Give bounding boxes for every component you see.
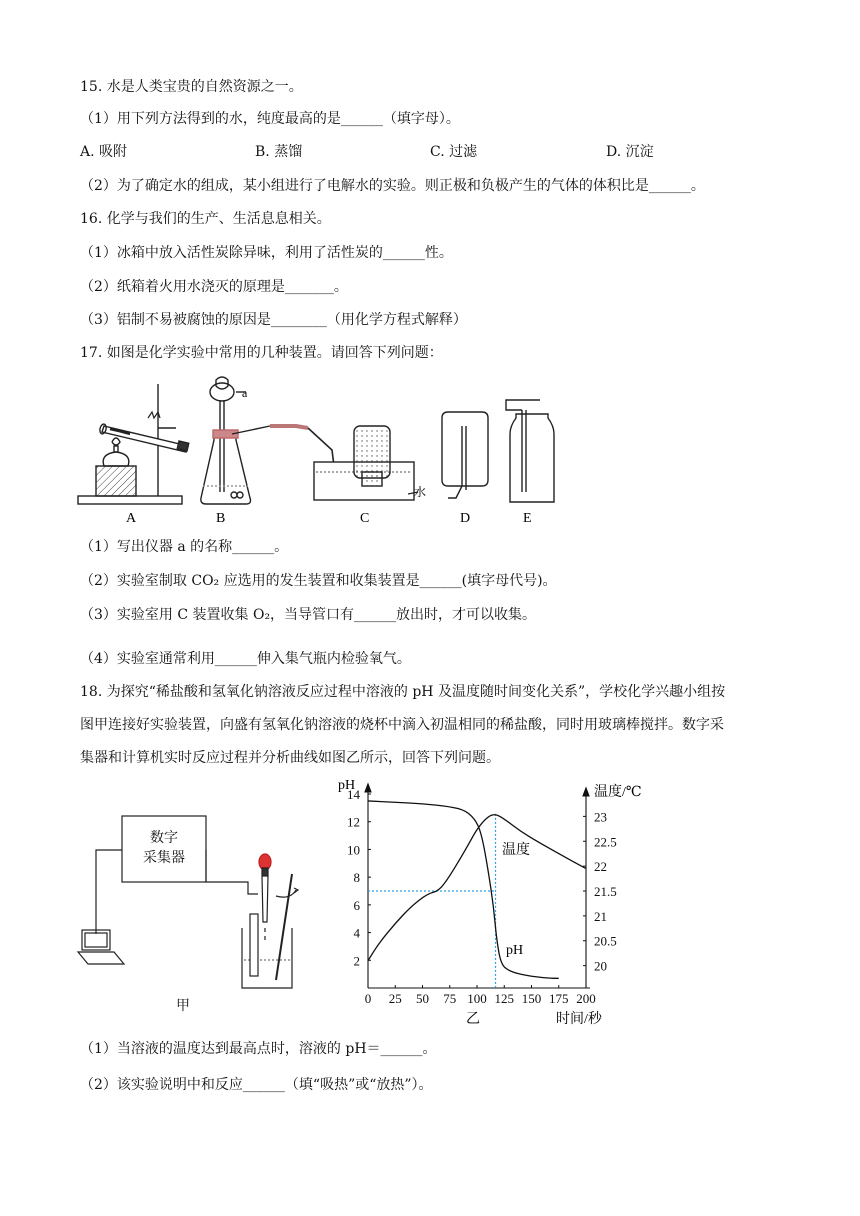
x-tick-label: 125 — [494, 991, 514, 1006]
q17-stem: 17. 如图是化学实验中常用的几种装置。请回答下列问题： — [80, 345, 443, 361]
ph-temperature-chart — [330, 776, 660, 1026]
y-right-arrow — [583, 788, 589, 796]
collector-label-line2: 采集器 — [143, 851, 185, 866]
label-b: B — [216, 511, 226, 526]
q18-part2: （2）该实验说明中和反应______（填“吸热”或“放热”）。 — [80, 1077, 433, 1093]
q17-part2: （2）实验室制取 CO₂ 应选用的发生装置和收集装置是______(填字母代号)。 — [80, 573, 557, 589]
x-tick-label: 25 — [388, 991, 402, 1006]
y-left-tick-label: 12 — [347, 814, 360, 830]
q15-option-a: A. 吸附 — [80, 144, 128, 160]
apparatus-c — [314, 426, 418, 500]
x-tick-label: 200 — [576, 991, 596, 1006]
y-right-tick-label: 21 — [594, 908, 607, 924]
y-left-tick-label: 14 — [347, 787, 360, 802]
curve-temperature — [368, 815, 586, 961]
label-d: D — [460, 511, 471, 526]
instrument-a-label: a — [242, 386, 248, 400]
apparatus-d — [442, 412, 488, 498]
q17-part3: （3）实验室用 C 装置收集 O₂，当导管口有______放出时，才可以收集。 — [80, 607, 537, 623]
label-e: E — [523, 511, 532, 526]
x-tick-label: 50 — [416, 991, 429, 1006]
q17-part4: （4）实验室通常利用______伸入集气瓶内检验氧气。 — [80, 651, 411, 667]
digital-collector-box — [122, 816, 206, 882]
y-left-tick-label: 6 — [353, 897, 360, 913]
apparatus-e — [506, 400, 554, 502]
x-axis-label: 时间/秒 — [556, 1012, 602, 1026]
y-right-axis-label: 温度/℃ — [594, 785, 642, 800]
y-right-tick-label: 22 — [594, 859, 607, 875]
series-label-temperature: 温度 — [502, 843, 530, 858]
q18-part1: （1）当溶液的温度达到最高点时，溶液的 pH＝______。 — [80, 1041, 437, 1057]
x-tick-label: 0 — [364, 991, 372, 1006]
q17-part1: （1）写出仪器 a 的名称______。 — [80, 539, 289, 555]
q16-part1: （1）冰箱中放入活性炭除异味，利用了活性炭的______性。 — [80, 245, 453, 261]
y-left-tick-label: 2 — [353, 953, 360, 969]
lab-apparatus-figure — [70, 374, 570, 530]
q18-stem-line1: 18. 为探究“稀盐酸和氢氧化钠溶液反应过程中溶液的 pH 及温度随时间变化关系”，学校化学兴趣小组按 — [80, 684, 726, 700]
y-right-tick-label: 21.5 — [594, 884, 617, 899]
q15-option-d: D. 沉淀 — [606, 144, 654, 160]
apparatus-b — [201, 377, 270, 504]
series-label-ph: pH — [506, 943, 524, 958]
x-tick-label: 175 — [549, 991, 569, 1006]
apparatus-a — [78, 384, 189, 504]
dropper-icon — [259, 854, 271, 940]
q18-stem-line3: 集器和计算机实时反应过程并分析曲线如图乙所示，回答下列问题。 — [80, 750, 500, 766]
q15-part2: （2）为了确定水的组成，某小组进行了电解水的实验。则正极和负极产生的气体的体积比是______。 — [80, 178, 705, 194]
y-right-tick-label: 20.5 — [594, 933, 617, 949]
y-right-tick-label: 22.5 — [594, 834, 617, 850]
q16-stem: 16. 化学与我们的生产、生活息息相关。 — [80, 211, 331, 227]
y-right-tick-label: 23 — [594, 809, 607, 825]
q16-part3: （3）铝制不易被腐蚀的原因是________（用化学方程式解释） — [80, 312, 467, 328]
q16-part2: （2）纸箱着火用水浇灭的原理是_______。 — [80, 279, 348, 295]
y-left-tick-label: 4 — [353, 925, 360, 941]
laptop-icon — [78, 930, 124, 964]
q15-option-c: C. 过滤 — [430, 144, 478, 160]
figure-yi-caption: 乙 — [466, 1012, 480, 1026]
y-left-axis-label: pH — [338, 778, 356, 793]
figure-jia-caption: 甲 — [176, 999, 190, 1014]
y-left-tick-label: 10 — [347, 842, 360, 858]
figure-jia-apparatus — [72, 810, 322, 1020]
x-tick-label: 100 — [467, 991, 487, 1006]
y-right-tick-label: 20 — [594, 958, 607, 974]
y-left-tick-label: 8 — [353, 870, 360, 886]
q18-stem-line2: 图甲连接好实验装置，向盛有氢氧化钠溶液的烧杯中滴入初温相同的稀盐酸，同时用玻璃棒搅拌。数字采 — [80, 717, 724, 733]
q15-part1: （1）用下列方法得到的水，纯度最高的是______（填字母）。 — [80, 111, 460, 127]
label-c: C — [360, 511, 370, 526]
q15-option-b: B. 蒸馏 — [255, 144, 303, 160]
water-label: 水 — [414, 485, 427, 499]
label-a: A — [126, 511, 137, 526]
q15-stem: 15. 水是人类宝贵的自然资源之一。 — [80, 79, 303, 95]
x-tick-label: 75 — [443, 991, 457, 1006]
x-tick-label: 150 — [521, 991, 542, 1006]
collector-label-line1: 数字 — [150, 831, 178, 846]
curve-ph — [368, 801, 559, 978]
y-left-arrow — [365, 784, 371, 792]
